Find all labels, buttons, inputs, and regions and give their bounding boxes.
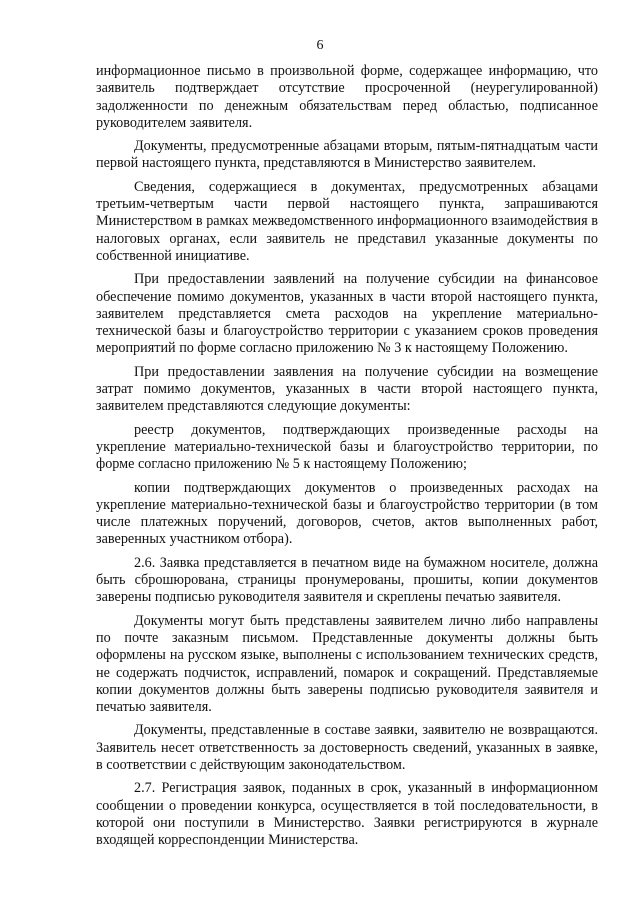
paragraph-documents-not-returned: Документы, представленные в составе заявки, заявителю не возвращаются. Заявитель несет ответственность за достоверность сведений, указанных в заявке, в соответствии с действующим законодательством. — [96, 722, 598, 773]
paragraph-copies-of-documents: копии подтверждающих документов о произведенных расходах на укрепление материально-технической базы и благоустройство территории (в том числе платежных поручений, договоров, счетов, актов выполненных работ, заверенных участником отбора). — [96, 479, 598, 548]
paragraph-section-2-7: 2.7. Регистрация заявок, поданных в срок, указанный в информационном сообщении о проведении конкурса, осуществляется в той последовательности, в которой они поступили в Министерство. Заявки регистрируются в журнале входящей корреспонденции Министерства. — [96, 780, 598, 849]
paragraph-info-letter: информационное письмо в произвольной форме, содержащее информацию, что заявитель подтверждает отсутствие просроченной (неурегулированной) задолженности по денежным обязательствам перед областью, подписанное руководителем заявителя. — [96, 63, 598, 131]
paragraph-interagency-request: Сведения, содержащиеся в документах, предусмотренных абзацами третьим-четвертым части первой настоящего пункта, запрашиваются Министерством в рамках межведомственного информационного взаимодействия в налоговых органах, если заявитель не представил указанные документы по собственной инициативе. — [96, 178, 598, 264]
paragraph-register-of-documents: реестр документов, подтверждающих произведенные расходы на укрепление материально-технической базы и благоустройство территории, по форме согласно приложению № 5 к настоящему Положению; — [96, 421, 598, 473]
page-number: 6 — [316, 38, 324, 53]
paragraph-section-2-6: 2.6. Заявка представляется в печатном виде на бумажном носителе, должна быть сброшюрована, страницы пронумерованы, прошиты, копии документов заверены подписью руководителя заявителя и скреплены печатью заявителя. — [96, 554, 598, 606]
document-body — [96, 63, 598, 855]
paragraph-financial-support: При предоставлении заявлений на получение субсидии на финансовое обеспечение помимо документов, указанных в части второй настоящего пункта, заявителем представляется смета расходов на укрепление материально-технической базы и благоустройство территории с указанием сроков проведения мероприятий по форме согласно приложению № 3 к настоящему Положению. — [96, 271, 598, 357]
paragraph-submission-method: Документы могут быть представлены заявителем лично либо направлены по почте заказным письмом. Представленные документы должны быть оформлены на русском языке, выполнены с использованием технических средств, не содержать подчисток, исправлений, помарок и сокращений. Представляемые копии документов должны быть заверены подписью руководителя заявителя и печатью заявителя. — [96, 612, 598, 716]
paragraph-documents-submitted: Документы, предусмотренные абзацами вторым, пятым-пятнадцатым части первой настоящего пункта, представляются в Министерство заявителем. — [96, 138, 598, 172]
paragraph-cost-reimbursement: При предоставлении заявления на получение субсидии на возмещение затрат помимо документов, указанных в части второй настоящего пункта, заявителем представляются следующие документы: — [96, 363, 598, 415]
